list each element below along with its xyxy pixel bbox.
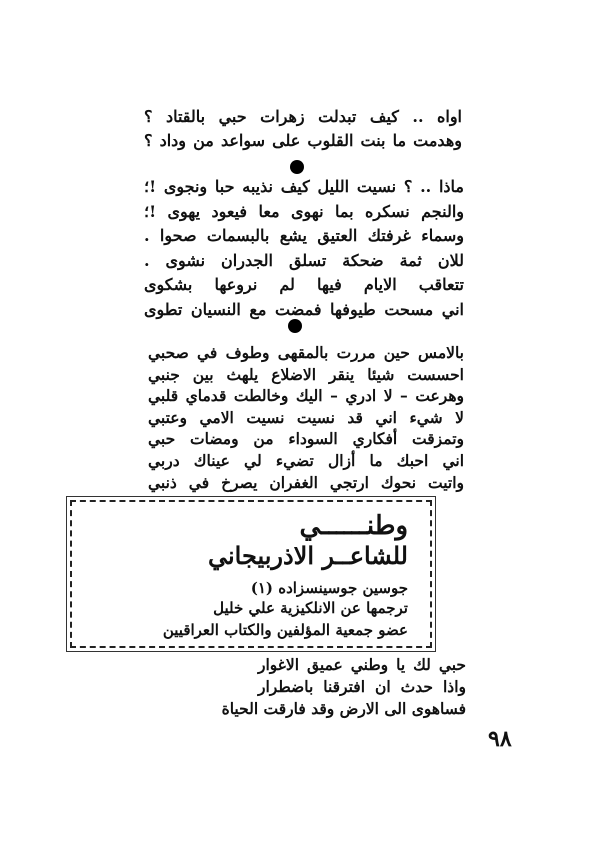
poem-line: وهدمت ما بنت القلوب على سواعد من وداد ؟	[144, 131, 462, 150]
poem-line: وسماء غرفتك العتيق يشع بالبسمات صحوا .	[144, 226, 464, 245]
affiliation-line: عضو جمعية المؤلفين والكتاب العراقيين	[162, 621, 408, 639]
poem-line: اني احبك ما أزال تضيء لي عيناك دربي	[148, 450, 464, 470]
poem-line: تتعاقب الايام فيها لم نروعها بشكوى	[144, 275, 464, 294]
author-line: جوسين جوسينسزاده (١)	[250, 579, 408, 597]
poem-line: والنجم نسكره بما نهوى معا فيعود يهوى !؛	[144, 201, 464, 221]
poem-line: حبي لك يا وطني عميق الاغوار	[258, 655, 466, 674]
poem-line: وهرعت – لا ادري – اليك وخالطت قدماي قلبي	[148, 386, 464, 406]
poem-line: لا شيء اني قد نسيت نسيت الامي وعتبي	[148, 407, 464, 427]
poem-subtitle: للشاعــر الاذربيجاني	[207, 541, 408, 570]
poem-stanza-4	[221, 654, 466, 720]
poem-line: اني مسحت طيوفها فمضت مع النسيان تطوى	[144, 299, 464, 319]
poem-stanza-2	[144, 176, 464, 323]
poem-line: واتيت نحوك ارتجي الغفران يصرخ في ذنبي	[148, 472, 464, 492]
poem-title-box	[70, 500, 432, 648]
poem-stanza-1	[144, 106, 462, 154]
section-separator-dot	[290, 160, 304, 174]
page-number: ٩٨	[488, 726, 512, 752]
poem-line: للان ثمة ضحكة تسلق الجدران نشوى .	[144, 250, 464, 270]
poem-line: وتمزقت أفكاري السوداء من ومضات حبي	[148, 429, 464, 449]
poem-line: واذا حدث ان افترقنا باضطرار	[258, 677, 466, 696]
poem-line: بالامس حين مررت بالمقهى وطوف في صحبي	[148, 343, 464, 362]
poem-title: وطنــــــي	[299, 511, 408, 541]
poem-line: ماذا .. ؟ نسيت الليل كيف نذيبه حبا ونجوى !؛	[144, 177, 464, 196]
section-separator-dot	[288, 319, 302, 333]
poem-stanza-3	[148, 342, 464, 493]
poem-line: اواه .. كيف تبدلت زهرات حبي بالقتاد ؟	[144, 107, 462, 126]
poem-line: احسست شيئا ينقر الاضلاع يلهث بين جنبي	[148, 364, 464, 384]
translator-line: ترجمها عن الانلكيزية علي خليل	[213, 599, 408, 617]
poem-line: فساهوى الى الارض وقد فارقت الحياة	[221, 699, 466, 718]
